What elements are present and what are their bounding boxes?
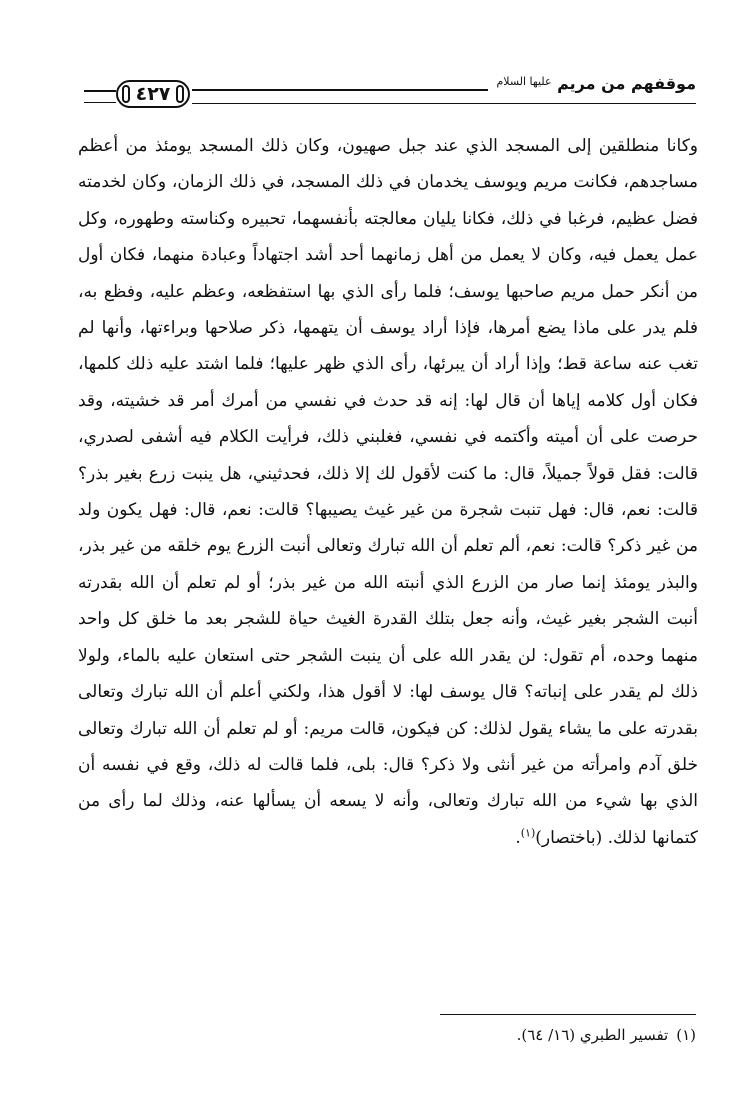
honorific-glyph: عليها السلام bbox=[496, 75, 552, 88]
page-header bbox=[84, 70, 696, 120]
running-title-text: موقفهم من مريم bbox=[557, 74, 696, 93]
footnote-text: تفسير الطبري (١٦/ ٦٤). bbox=[516, 1026, 669, 1044]
end-mark: . bbox=[515, 827, 521, 848]
main-text-content: وكانا منطلقين إلى المسجد الذي عند جبل صهيون، وكان ذلك المسجد يومئذ من أعظم مساجدهم، فكانت مريم ويوسف يخدمان في ذلك المسجد، في ذلك الزمان، وكان لخدمته فضل عظيم، فرغبا في ذلك، فكانا يليان معالجته بأنفسهما، تحبيره وكناسته وطهوره، وكل عمل يعمل فيه، وكان لا يعمل من أهل زمانهما أحد أشد اجتهاداً وعبادة منهما، فكان أول من أنكر حمل مريم صاحبها يوسف؛ فلما رأى الذي بها استفظعه، وعظم عليه، وفظع به، فلم يدر على ماذا يضع أمرها، فإذا أراد يوسف أن يتهمها، ذكر صلاحها وبراءتها، وأنها لم تغب عنه ساعة قط؛ وإذا أراد أن يبرئها، رأى الذي ظهر عليها؛ فلما اشتد عليه ذلك كلمها، فكان أول كلامه إياها أن قال لها: إنه قد حدث في نفسي من أمرك أمر قد خشيته، وقد حرصت على أن أميته وأكتمه في نفسي، فغلبني ذلك، فرأيت الكلام فيه أشفى لصدري، قالت: فقل قولاً جميلاً، قال: ما كنت لأقول لك إلا ذلك، فحدثيني، هل ينبت زرع بغير بذر؟ قالت: نعم، قال: فهل تنبت شجرة من غير غيث يصيبها؟ قالت: نعم، قال: فهل يكون ولد من غير ذكر؟ قالت: نعم، ألم تعلم أن الله تبارك وتعالى أنبت الزرع يوم خلقه من غير بذر، والبذر يومئذ إنما صار من الزرع الذي أنبته الله من غير بذر؛ أو لم تعلم أن الله بقدرته أنبت الشجر بغير غيث، وأنه جعل بتلك القدرة الغيث حياة للشجر بعد ما خلق كل واحد منهما وحده، أم تقول: لن يقدر الله على أن ينبت الشجر حتى استعان عليه بالماء، ولولا ذلك لم يقدر على إنباته؟ قال يوسف لها: لا أقول هذا، ولكني أعلم أن الله تبارك وتعالى بقدرته على ما يشاء يقول لذلك: كن فيكون، قالت مريم: أو لم تعلم أن الله تبارك وتعالى خلق آدم وامرأته من غير أنثى ولا ذكر؟ قال: بلى، فلما قالت له ذلك، وقع في نفسه أن الذي بها شيء من الله تبارك وتعالى، وأنه لا يسعه أن يسألها عنه، وذلك لما رأى من كتمانها لذلك. (باختصار) bbox=[78, 136, 698, 848]
footnote-reference[interactable]: (١) bbox=[520, 826, 536, 840]
running-title bbox=[488, 72, 696, 94]
page-number: ٤٢٧ bbox=[116, 80, 190, 108]
footnote bbox=[296, 1022, 696, 1048]
footnote-marker: (١) bbox=[676, 1026, 696, 1044]
footnote-separator bbox=[440, 1014, 696, 1015]
main-text bbox=[78, 128, 698, 998]
header-rule-left bbox=[84, 90, 116, 103]
